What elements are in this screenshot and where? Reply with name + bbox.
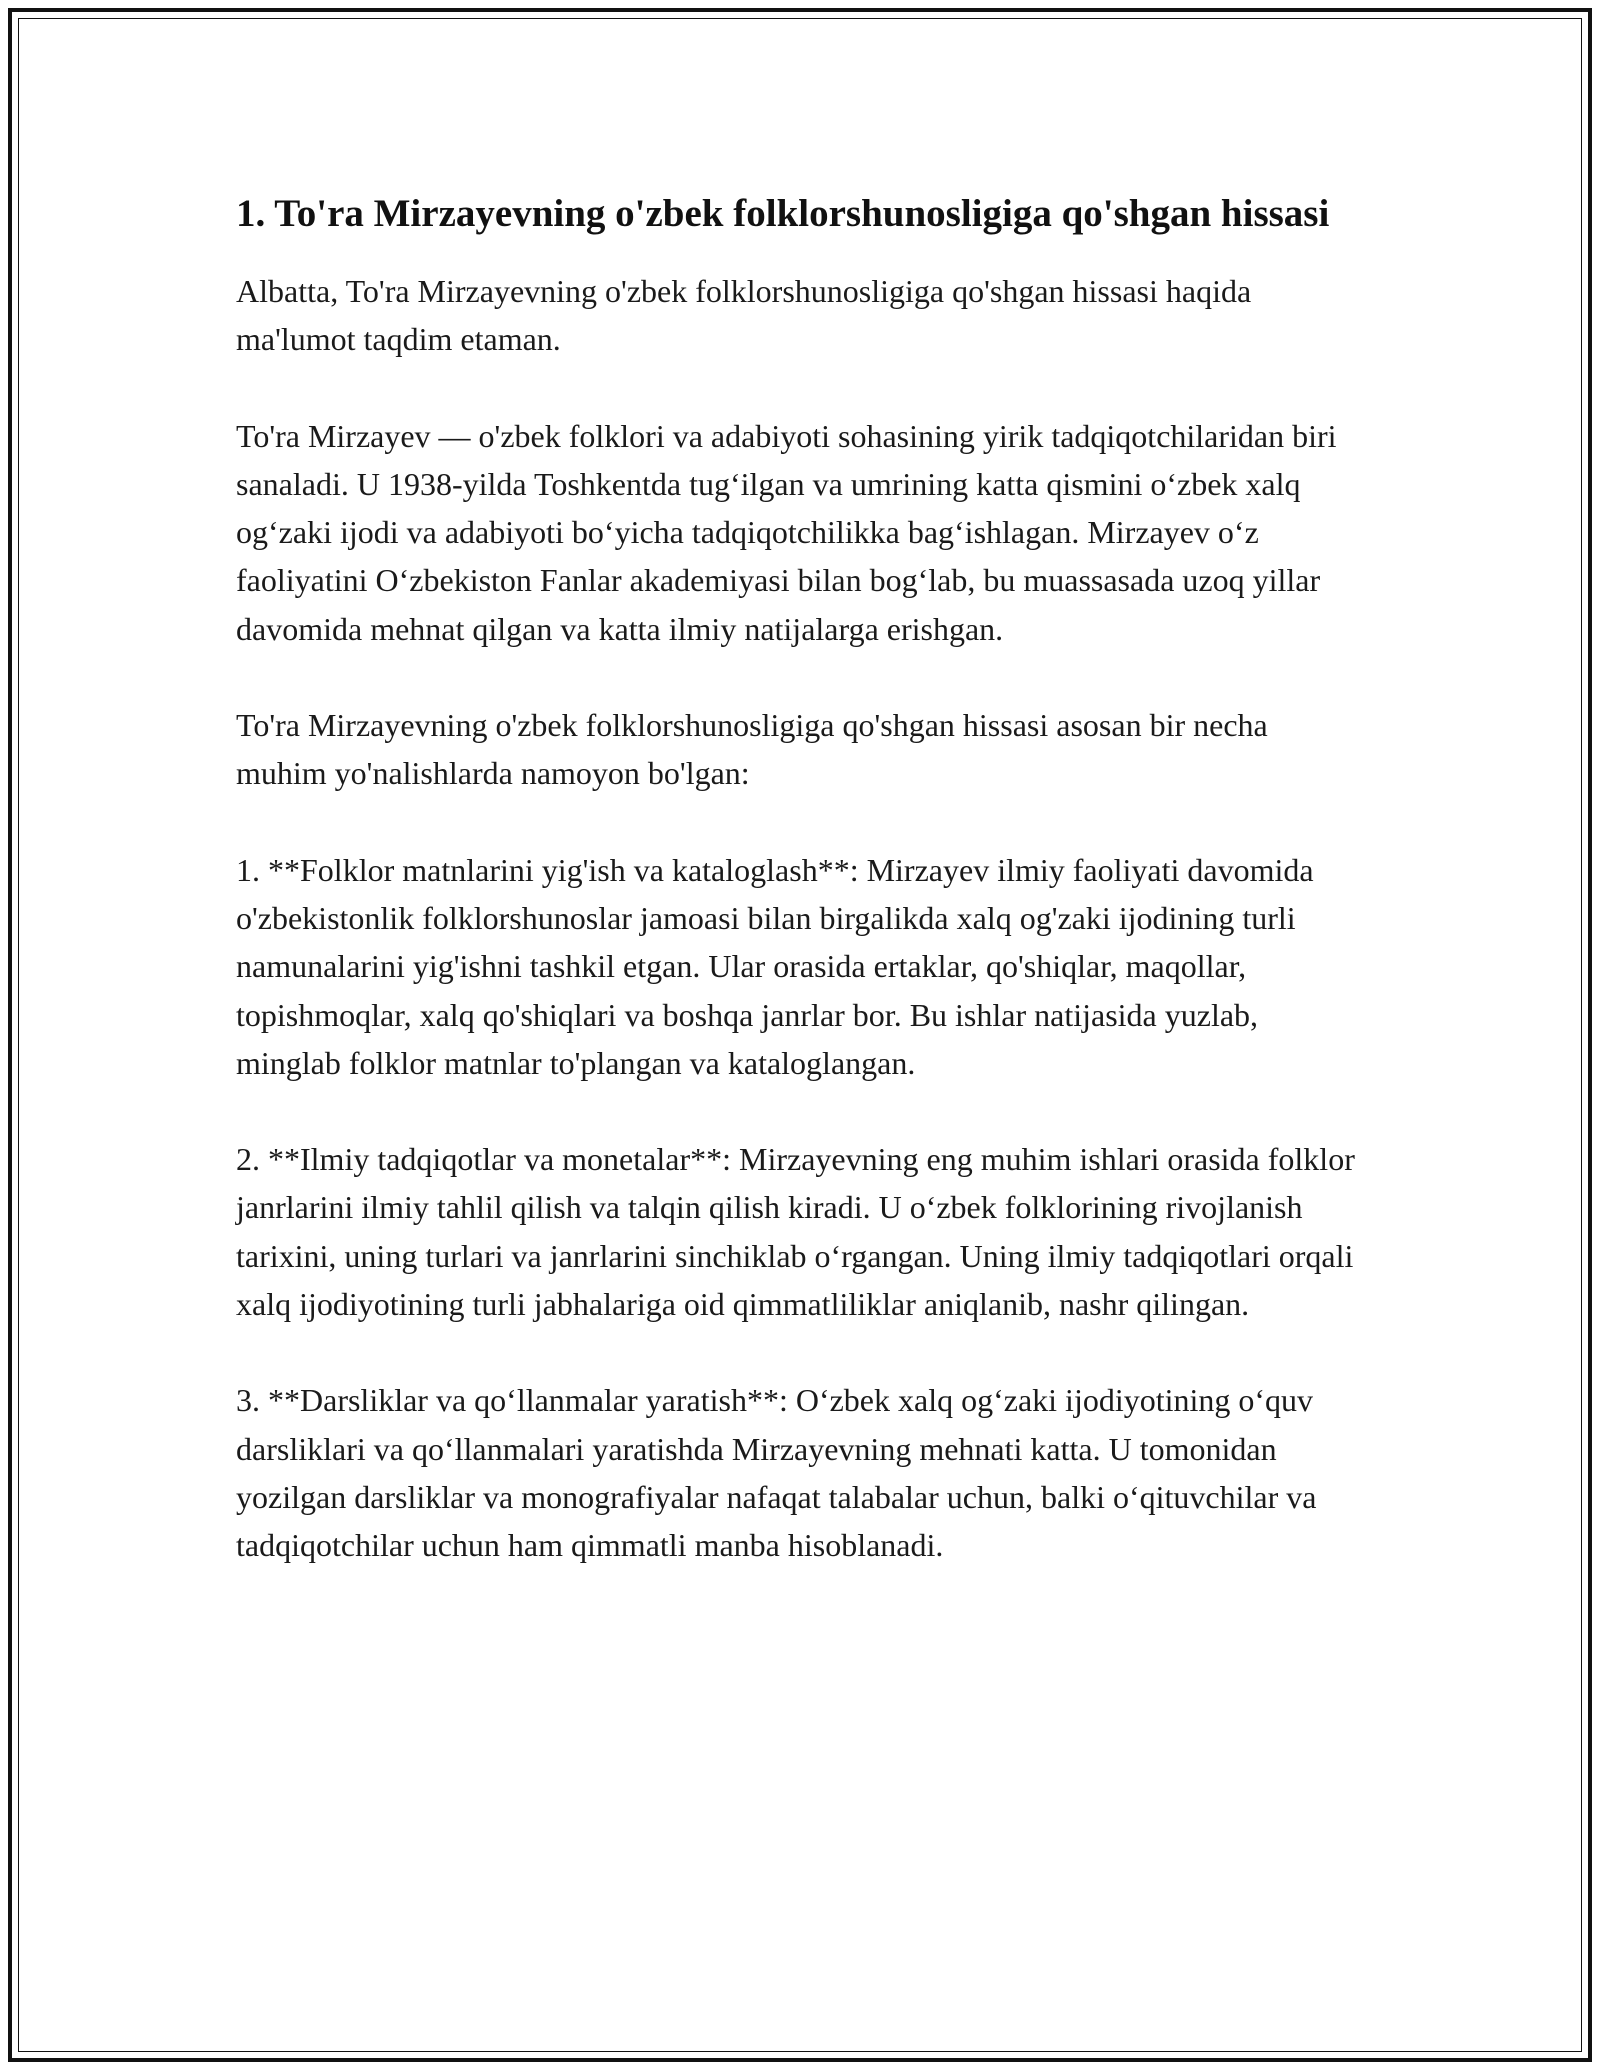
intro-paragraph: Albatta, To'ra Mirzayevning o'zbek folklorshunosligiga qo'shgan hissasi haqida ma'lumot taqdim etaman. — [236, 273, 1252, 358]
contribution-summary-paragraph: To'ra Mirzayevning o'zbek folklorshunosligiga qo'shgan hissasi asosan bir necha muhim yo'nalishlarda namoyon bo'lgan: — [236, 707, 1268, 792]
list-item-scientific-research: 2. **Ilmiy tadqiqotlar va monetalar**: Mirzayevning eng muhim ishlari orasida folklor janrlarini ilmiy tahlil qilish va talqin qilish kiradi. U o‘zbek folklorining rivojlanish tarixini, uning turlari va janrlarini sinchiklab o‘rgangan. Uning ilmiy tadqiqotlari orqali xalq ijodiyotining turli jabhalariga oid qimmatliliklar aniqlanib, nashr qilingan. — [236, 1141, 1355, 1323]
list-item-folklore-collection: 1. **Folklor matnlarini yig'ish va kataloglash**: Mirzayev ilmiy faoliyati davomida o'zbekistonlik folklorshunoslar jamoasi bilan birgalikda xalq og'zaki ijodining turli namunalarini yig'ishni tashkil etgan. Ular orasida ertaklar, qo'shiqlar, maqollar, topishmoqlar, xalq qo'shiqlari va boshqa janrlar bor. Bu ishlar natijasida yuzlab, minglab folklor matnlar to'plangan va kataloglangan. — [236, 851, 1314, 1081]
section-heading: 1. To'ra Mirzayevning o'zbek folklorshunosligiga qo'shgan hissasi — [236, 192, 1330, 235]
biography-paragraph: To'ra Mirzayev — o'zbek folklori va adabiyoti sohasining yirik tadqiqotchilaridan biri sanaladi. U 1938-yilda Toshkentda tug‘ilgan va umrining katta qismini o‘zbek xalq og‘zaki ijodi va adabiyoti bo‘yicha tadqiqotchilikka bag‘ishlagan. Mirzayev o‘z faoliyatini O‘zbekiston Fanlar akademiyasi bilan bog‘lab, bu muassasada uzoq yillar davomida mehnat qilgan va katta ilmiy natijalarga erishgan. — [236, 417, 1337, 647]
document-body — [236, 186, 1366, 1618]
list-item-textbooks: 3. **Darsliklar va qo‘llanmalar yaratish**: O‘zbek xalq og‘zaki ijodiyotining o‘quv darsliklari va qo‘llanmalari yaratishda Mirzayevning mehnati katta. U tomonidan yozilgan darsliklar va monografiyalar nafaqat talabalar uchun, balki o‘qituvchilar va tadqiqotchilar uchun ham qimmatli manba hisoblanadi. — [236, 1382, 1317, 1564]
